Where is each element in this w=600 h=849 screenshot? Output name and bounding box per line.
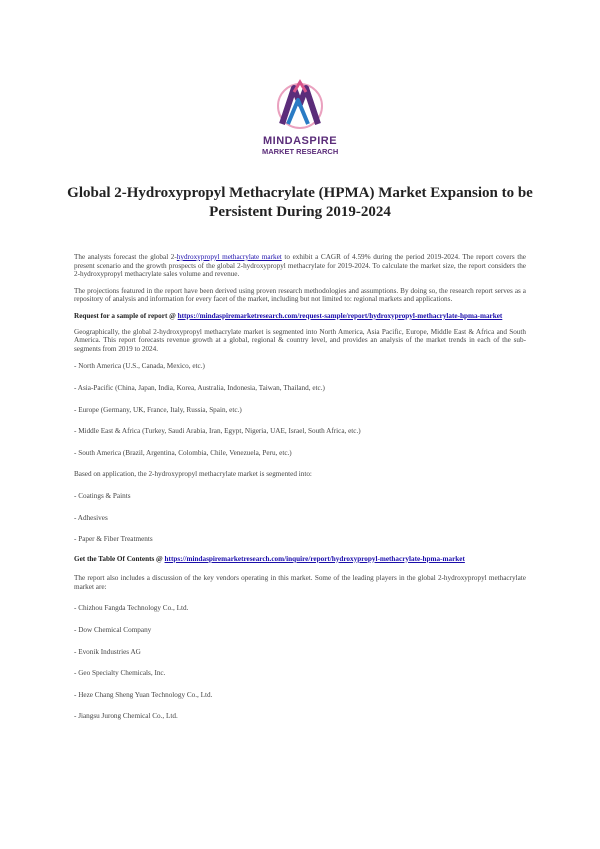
sample-link[interactable]: https://mindaspiremarketresearch.com/request-sample/report/hydroxypropyl-methacrylate-hpma-market	[177, 311, 503, 320]
vendors-intro: The report also includes a discussion of the key vendors operating in this market. Some of the leading players in the global 2-hydroxypropyl methacrylate market are:	[74, 574, 526, 591]
vendor-item: - Jiangsu Jurong Chemical Co., Ltd.	[74, 712, 178, 721]
projections-paragraph: The projections featured in the report have been derived using proven research methodologies and assumptions. By doing so, the research report serves as a repository of analysis and information for every facet of the market, including but not limited to: regional markets and applications.	[74, 286, 526, 304]
market-link[interactable]: hydroxypropyl methacrylate market	[176, 253, 282, 261]
logo-brand-text: MINDASPIRE	[262, 135, 338, 147]
article-body	[74, 253, 526, 721]
vendor-item: - Geo Specialty Chemicals, Inc.	[74, 669, 166, 678]
vendor-item: - Heze Chang Sheng Yuan Technology Co., Ltd.	[74, 690, 213, 699]
region-item: - North America (U.S., Canada, Mexico, etc.)	[74, 362, 205, 371]
region-item: - South America (Brazil, Argentina, Colombia, Chile, Venezuela, Peru, etc.)	[74, 448, 292, 457]
intro-paragraph	[74, 253, 526, 279]
toc-link[interactable]: https://mindaspiremarketresearch.com/inquire/report/hydroxypropyl-methacrylate-hpma-market	[164, 554, 465, 563]
application-item: - Coatings & Paints	[74, 491, 131, 500]
vendor-item: - Chizhou Fangda Technology Co., Ltd.	[74, 604, 189, 613]
intro-before: The analysts forecast the global 2-	[74, 253, 177, 261]
geography-paragraph: Geographically, the global 2-hydroxypropyl methacrylate market is segmented into North America, Asia Pacific, Europe, Middle East & Africa and South America. This report forecasts revenue growth at a global, regional & country level, and provides an analysis of the market trends in each of the sub-segments from 2019 to 2024.	[74, 327, 526, 353]
application-item: - Paper & Fiber Treatments	[74, 535, 153, 544]
toc-label: Get the Table Of Contents @	[74, 554, 165, 563]
mindaspire-mark-icon	[276, 78, 324, 134]
page-title: Global 2-Hydroxypropyl Methacrylate (HPMA) Market Expansion to be Persistent During 2019-2024	[67, 185, 533, 220]
sample-request	[74, 312, 526, 321]
mindaspire-logo	[262, 78, 338, 162]
vendor-item: - Dow Chemical Company	[74, 626, 152, 635]
vendor-item: - Evonik Industries AG	[74, 647, 141, 656]
logo-subtitle-text: MARKET RESEARCH	[262, 147, 339, 156]
region-item: - Asia-Pacific (China, Japan, India, Korea, Australia, Indonesia, Taiwan, Thailand, etc.)	[74, 383, 325, 392]
application-item: - Adhesives	[74, 513, 108, 522]
region-item: - Europe (Germany, UK, France, Italy, Russia, Spain, etc.)	[74, 405, 242, 414]
application-intro: Based on application, the 2-hydroxypropyl methacrylate market is segmented into:	[74, 470, 312, 479]
toc-request	[74, 555, 526, 564]
region-item: - Middle East & Africa (Turkey, Saudi Arabia, Iran, Egypt, Nigeria, UAE, Israel, South Africa, etc.)	[74, 427, 361, 436]
intro-after: to exhibit a CAGR of 4.59% during the period 2019-2024. The report covers the present scenario and the growth prospects of the global 2-hydroxypropyl methacrylate for 2019-2024. To calculate the market size, the report considers the 2-hydroxypropyl methacrylate sales volume and revenue.	[74, 253, 526, 279]
sample-label: Request for a sample of report @	[74, 311, 178, 320]
